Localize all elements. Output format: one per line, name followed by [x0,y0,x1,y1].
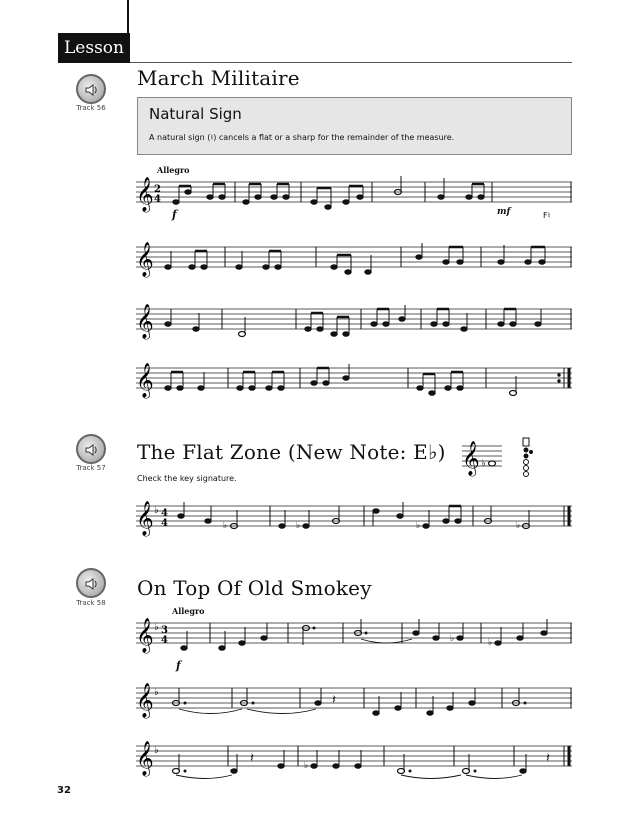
svg-text:𝄽: 𝄽 [546,751,550,766]
svg-text:2: 2 [154,184,161,195]
song-title: On Top Of Old Smokey [137,576,372,600]
svg-text:𝄞: 𝄞 [136,618,154,653]
staff-1-4 [136,362,574,402]
staff-1-1 [136,176,574,226]
svg-text:𝄞: 𝄞 [136,501,154,536]
svg-text:𝄞: 𝄞 [462,441,480,476]
staff-1-2 [136,241,574,281]
svg-text:4: 4 [161,508,168,519]
treble-clef-icon: 𝄞 [136,177,154,212]
svg-text:♭: ♭ [296,521,301,531]
track-label: Track 58 [76,599,106,607]
dynamic-marking-2: mf [497,207,511,217]
svg-text:♭: ♭ [304,761,309,771]
svg-text:3: 3 [161,625,168,636]
speaker-icon[interactable] [76,434,106,464]
staff-1-3 [136,303,574,343]
header-rule [130,62,572,63]
speaker-icon[interactable] [76,74,106,104]
track-label: Track 56 [76,104,106,112]
fingering-chart-icon [523,438,533,477]
speaker-icon[interactable] [76,568,106,598]
song-title: March Militaire [137,66,300,90]
tempo-marking: Allegro [157,165,190,175]
lesson-tab: Lesson [58,33,130,63]
svg-text:𝄞: 𝄞 [136,741,154,776]
svg-text:♭: ♭ [516,521,521,531]
new-note-illustration [462,436,572,478]
natural-sign-box [137,97,572,155]
fingering-note: F♮ [543,211,551,220]
svg-text:♭: ♭ [450,634,455,644]
svg-text:4: 4 [154,194,161,205]
svg-text:4: 4 [161,635,168,646]
song-title: The Flat Zone (New Note: E♭) [137,440,446,464]
svg-text:4: 4 [161,518,168,529]
svg-text:𝄞: 𝄞 [136,304,154,339]
svg-text:♭: ♭ [154,745,159,756]
svg-text:♭: ♭ [154,622,159,633]
instruction-text: Check the key signature. [137,474,237,483]
svg-text:♭: ♭ [154,505,159,516]
svg-text:𝄞: 𝄞 [136,242,154,277]
dynamic-marking: f [172,208,177,221]
staff-2-1 [136,500,574,540]
track-label: Track 57 [76,464,106,472]
staff-3-2 [136,682,574,722]
svg-text:𝄞: 𝄞 [136,683,154,718]
box-title: Natural Sign [149,105,242,123]
svg-text:𝄞: 𝄞 [136,363,154,398]
page-number: 32 [57,785,71,796]
svg-text:𝄽: 𝄽 [250,751,254,766]
svg-text:♭: ♭ [481,458,486,469]
box-text: A natural sign (♮) cancels a flat or a sharp for the remainder of the measure. [149,133,455,142]
svg-text:♭: ♭ [488,638,493,648]
svg-text:𝄽: 𝄽 [332,693,336,708]
svg-text:♭: ♭ [416,521,421,531]
svg-text:♭: ♭ [154,687,159,698]
dynamic-marking: f [176,659,181,672]
staff-3-3 [136,740,574,782]
tempo-marking: Allegro [172,606,205,616]
svg-text:♭: ♭ [223,521,228,531]
staff-3-1 [136,617,574,657]
